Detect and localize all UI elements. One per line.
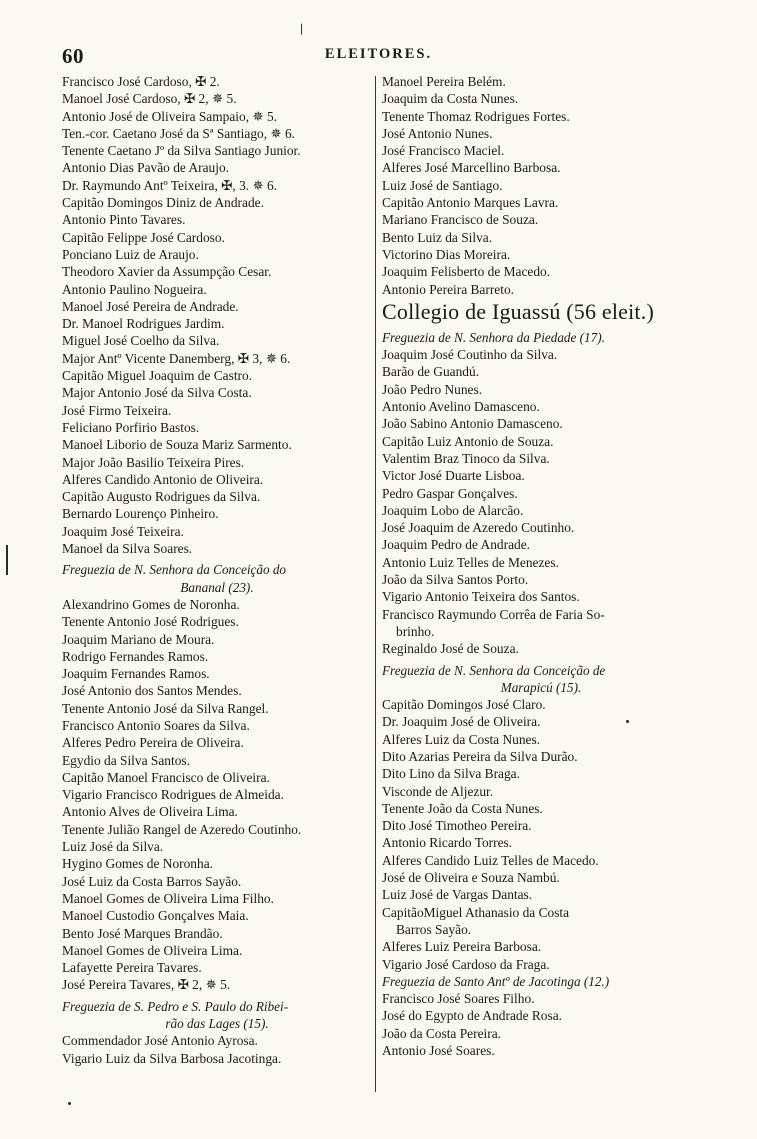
- parish-heading-line: rão das Lages (15).: [165, 1016, 269, 1032]
- elector-entry: Pedro Gaspar Gonçalves.: [382, 485, 518, 501]
- elector-entry: Reginaldo José de Souza.: [382, 641, 519, 657]
- elector-entry-continuation: brinho.: [396, 623, 435, 639]
- elector-entry: Joaquim Lobo de Alarcão.: [382, 502, 524, 518]
- elector-entry: Joaquim José Coutinho da Silva.: [382, 347, 558, 363]
- elector-entry: Bento Luiz da Silva.: [382, 229, 493, 245]
- parish-heading-line: Bananal (23).: [180, 579, 254, 595]
- elector-entry: José Luiz da Costa Barros Sayão.: [62, 873, 242, 889]
- elector-entry: Capitão Domingos Diniz de Andrade.: [62, 195, 264, 211]
- elector-entry: Antonio Alves de Oliveira Lima.: [62, 804, 238, 820]
- elector-entry: Antonio José Soares.: [382, 1043, 495, 1059]
- elector-entry: Dito Lino da Silva Braga.: [382, 766, 520, 782]
- elector-entry: Capitão Felippe José Cardoso.: [62, 229, 225, 245]
- elector-entry: Miguel José Coelho da Silva.: [62, 333, 220, 349]
- elector-entry: João Pedro Nunes.: [382, 381, 483, 397]
- elector-entry: Barão de Guandú.: [382, 364, 480, 380]
- elector-entry: Major João Basilio Teixeira Pires.: [62, 454, 245, 470]
- elector-entry: Capitão Augusto Rodrigues da Silva.: [62, 489, 261, 505]
- parish-heading-line: Freguezia de N. Senhora da Conceição do: [62, 562, 287, 578]
- elector-entry: Antonio Pereira Barreto.: [382, 281, 515, 297]
- elector-entry: Antonio José de Oliveira Sampaio, ✵ 5.: [62, 108, 278, 124]
- elector-entry: Joaquim Mariano de Moura.: [62, 631, 215, 647]
- elector-entry: Ten.-cor. Caetano José da Sª Santiago, ✵ 6.: [62, 125, 296, 141]
- elector-entry: Luiz José de Santiago.: [382, 177, 503, 193]
- elector-entry: Alferes Luiz da Costa Nunes.: [382, 731, 541, 747]
- margin-mark: [6, 545, 8, 575]
- elector-entry: Tenente Antonio José da Silva Rangel.: [62, 700, 269, 716]
- elector-entry: Commendador José Antonio Ayrosa.: [62, 1033, 258, 1049]
- parish-heading-marapicu: [382, 658, 700, 697]
- elector-entry: Capitão Domingos José Claro.: [382, 697, 546, 713]
- elector-entry: Antonio Dias Pavão de Araujo.: [62, 160, 229, 176]
- elector-entry: Francisco Raymundo Corrêa de Faria So-: [382, 606, 605, 622]
- elector-entry: Visconde de Aljezur.: [382, 783, 494, 799]
- left-column: [62, 73, 372, 1067]
- elector-entry: Tenente João da Costa Nunes.: [382, 800, 543, 816]
- elector-entry: Tenente Julião Rangel de Azeredo Coutinho.: [62, 821, 302, 837]
- elector-entry: Vigario José Cardoso da Fraga.: [382, 956, 550, 972]
- elector-entry: João da Costa Pereira.: [382, 1025, 501, 1041]
- elector-entry: Joaquim Fernandes Ramos.: [62, 666, 210, 682]
- elector-entry: Tenente Antonio José Rodrigues.: [62, 614, 239, 630]
- elector-entry: Alferes Candido Antonio de Oliveira.: [62, 471, 264, 487]
- elector-entry: Dr. Raymundo Antº Teixeira, ✠, 3. ✵ 6.: [62, 177, 278, 193]
- elector-entry: Joaquim José Teixeira.: [62, 523, 184, 539]
- elector-entry-continuation: Barros Sayão.: [396, 921, 472, 937]
- elector-entry: Joaquim Pedro de Andrade.: [382, 537, 531, 553]
- elector-entry: Francisco José Cardoso, ✠ 2.: [62, 74, 220, 89]
- elector-entry: Capitão Miguel Joaquim de Castro.: [62, 368, 253, 384]
- parish-heading-lages: [62, 994, 372, 1033]
- elector-entry: Lafayette Pereira Tavares.: [62, 960, 202, 976]
- elector-entry: Hygino Gomes de Noronha.: [62, 856, 213, 872]
- elector-entry: Manoel Gomes de Oliveira Lima.: [62, 942, 243, 958]
- elector-list-group-4: [382, 990, 700, 1059]
- elector-entry: José Antonio Nunes.: [382, 125, 493, 141]
- elector-list-group-2: [382, 346, 700, 657]
- elector-entry: Manoel Gomes de Oliveira Lima Filho.: [62, 890, 274, 906]
- elector-entry: Vigario Francisco Rodrigues de Almeida.: [62, 787, 284, 803]
- elector-entry: Major Antonio José da Silva Costa.: [62, 385, 252, 401]
- elector-entry: Major Antº Vicente Danemberg, ✠ 3, ✵ 6.: [62, 350, 291, 366]
- elector-entry: Francisco Antonio Soares da Silva.: [62, 717, 250, 733]
- elector-entry: Alferes José Marcellino Barbosa.: [382, 160, 561, 176]
- elector-entry: Tenente Caetano Jº da Silva Santiago Junior.: [62, 143, 301, 159]
- elector-entry: Capitão Luiz Antonio de Souza.: [382, 433, 554, 449]
- elector-list-group-3: [382, 696, 700, 973]
- elector-entry: José Pereira Tavares, ✠ 2, ✵ 5.: [62, 977, 231, 993]
- parish-heading-jacotinga: Freguezia de Santo Antº de Jacotinga (12.): [382, 973, 610, 989]
- elector-entry: Vigario Antonio Teixeira dos Santos.: [382, 589, 580, 605]
- elector-entry: João Sabino Antonio Damasceno.: [382, 416, 563, 432]
- elector-list-group-1: [382, 73, 700, 298]
- elector-entry: Mariano Francisco de Souza.: [382, 212, 539, 228]
- elector-entry: Valentim Braz Tinoco da Silva.: [382, 450, 550, 466]
- elector-entry: Capitão Antonio Marques Lavra.: [382, 195, 559, 211]
- parish-heading-line: Marapicú (15).: [500, 679, 582, 695]
- elector-entry: Tenente Thomaz Rodrigues Fortes.: [382, 108, 570, 124]
- parish-heading-piedade: Freguezia de N. Senhora da Piedade (17).: [382, 329, 605, 345]
- elector-list-group-3: [62, 1032, 372, 1067]
- elector-entry: Alferes Pedro Pereira de Oliveira.: [62, 735, 244, 751]
- elector-entry: Victor José Duarte Lisboa.: [382, 468, 525, 484]
- elector-entry: Manoel Pereira Belém.: [382, 74, 506, 89]
- parish-heading-bananal: [62, 557, 372, 596]
- elector-entry: Joaquim da Costa Nunes.: [382, 91, 519, 107]
- right-column: [382, 73, 700, 1059]
- elector-entry: Manoel Liborio de Souza Mariz Sarmento.: [62, 437, 292, 453]
- elector-entry: Manoel Custodio Gonçalves Maia.: [62, 908, 249, 924]
- elector-entry: Manoel da Silva Soares.: [62, 541, 193, 557]
- column-divider: [375, 76, 376, 1092]
- running-head: ELEITORES.: [324, 46, 433, 62]
- elector-entry: José Francisco Maciel.: [382, 143, 505, 159]
- elector-entry: Bento José Marques Brandão.: [62, 925, 223, 941]
- elector-entry: Ponciano Luiz de Araujo.: [62, 246, 199, 262]
- elector-entry: Alferes Candido Luiz Telles de Macedo.: [382, 852, 599, 868]
- elector-entry: Francisco José Soares Filho.: [382, 991, 535, 1007]
- top-printer-mark: ❘: [297, 23, 307, 35]
- elector-entry: Victorino Dias Moreira.: [382, 246, 511, 262]
- elector-entry: Feliciano Porfirio Bastos.: [62, 419, 200, 435]
- college-heading: Collegio de Iguassú (56 eleit.): [382, 298, 654, 324]
- elector-entry: Antonio Paulino Nogueira.: [62, 281, 207, 297]
- parish-heading-line: Freguezia de N. Senhora da Conceição de: [382, 662, 606, 678]
- elector-entry: Alferes Luiz Pereira Barbosa.: [382, 939, 542, 955]
- elector-entry: CapitãoMiguel Athanasio da Costa: [382, 904, 570, 920]
- elector-list-group-2: [62, 596, 372, 994]
- elector-entry: Theodoro Xavier da Assumpção Cesar.: [62, 264, 272, 280]
- elector-entry: Alexandrino Gomes de Noronha.: [62, 596, 240, 612]
- elector-entry: Bernardo Lourenço Pinheiro.: [62, 506, 219, 522]
- elector-entry: Manoel José Pereira de Andrade.: [62, 298, 239, 314]
- elector-entry: Dito José Timotheo Pereira.: [382, 818, 532, 834]
- elector-entry: Manoel José Cardoso, ✠ 2, ✵ 5.: [62, 91, 237, 107]
- elector-entry: Antonio Avelino Damasceno.: [382, 399, 540, 415]
- elector-entry: Luiz José da Silva.: [62, 839, 164, 855]
- elector-entry: Egydio da Silva Santos.: [62, 752, 190, 768]
- speck: [68, 1102, 71, 1105]
- elector-entry: José Firmo Teixeira.: [62, 402, 172, 418]
- elector-list-group-1: [62, 73, 372, 557]
- elector-entry: Capitão Manoel Francisco de Oliveira.: [62, 769, 270, 785]
- elector-entry: João da Silva Santos Porto.: [382, 572, 529, 588]
- elector-entry: Joaquim Felisberto de Macedo.: [382, 264, 551, 280]
- elector-entry: Antonio Ricardo Torres.: [382, 835, 513, 851]
- elector-entry: José do Egypto de Andrade Rosa.: [382, 1008, 563, 1024]
- elector-entry: Antonio Pinto Tavares.: [62, 212, 186, 228]
- elector-entry: Dr. Manoel Rodrigues Jardim.: [62, 316, 225, 332]
- parish-heading-line: Freguezia de S. Pedro e S. Paulo do Ribei-: [62, 998, 289, 1014]
- elector-entry: Dr. Joaquim José de Oliveira.: [382, 714, 541, 730]
- elector-entry: José Antonio dos Santos Mendes.: [62, 683, 242, 699]
- elector-entry: José Joaquim de Azeredo Coutinho.: [382, 520, 575, 536]
- elector-entry: José de Oliveira e Souza Nambú.: [382, 870, 560, 886]
- elector-entry: Luiz José de Vargas Dantas.: [382, 887, 533, 903]
- elector-entry: Dito Azarias Pereira da Silva Durão.: [382, 748, 578, 764]
- elector-entry: Antonio Luiz Telles de Menezes.: [382, 554, 559, 570]
- elector-entry: Vigario Luiz da Silva Barbosa Jacotinga.: [62, 1050, 282, 1066]
- elector-entry: Rodrigo Fernandes Ramos.: [62, 648, 209, 664]
- page-number: 60: [62, 44, 84, 68]
